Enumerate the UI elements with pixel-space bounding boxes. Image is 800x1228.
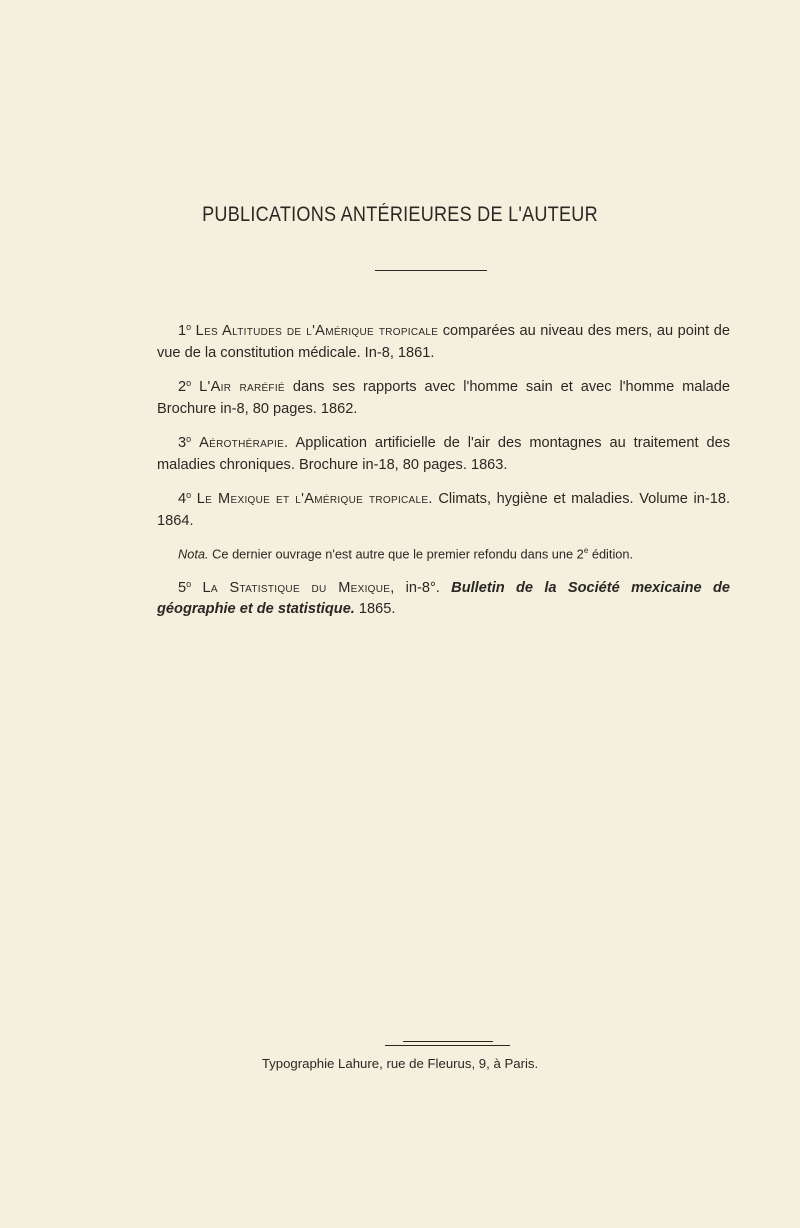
nota-note	[157, 540, 730, 565]
entry-title: L'Air raréfié	[199, 379, 285, 395]
footer-rule	[403, 1041, 493, 1042]
nota-sup: e	[583, 546, 589, 555]
publication-entry-3	[157, 429, 730, 476]
entry-text: Application artificielle de l'air des montagnes au traitement des maladies chroniques. Brochure in-18, 80 pages. 1863.	[157, 435, 730, 473]
nota-label: Nota.	[178, 546, 209, 562]
publication-entry-2	[157, 373, 730, 420]
publication-entry-5	[157, 574, 730, 621]
title-rule	[375, 270, 487, 271]
entry-year: 1865.	[354, 601, 396, 618]
nota-tail: édition.	[588, 546, 634, 562]
entry-journal: Bulletin de la Société mexicaine de géographie et de statistique.	[157, 579, 731, 618]
entry-number: 5$^o$	[178, 578, 192, 596]
entry-number: 4$^o$	[178, 490, 192, 507]
entry-title: La Statistique du Mexique	[202, 579, 391, 596]
entry-text: , in-8°.	[390, 579, 452, 596]
entry-text: Climats, hygiène et maladies. Volume in-18. 1864.	[157, 491, 730, 529]
entry-title: Le Mexique et l'Amérique tropicale.	[196, 491, 433, 507]
entry-text: dans ses rapports avec l'homme sain et avec l'homme malade Brochure in-8, 80 pages. 1862.	[157, 379, 730, 417]
nota-text: Ce dernier ouvrage n'est autre que le premier refondu dans une 2	[208, 546, 584, 562]
entry-title: Aérothérapie.	[199, 435, 289, 451]
publications-list	[157, 317, 730, 630]
entry-number: 3$^o$	[178, 434, 192, 451]
entry-number: 2$^o$	[178, 378, 192, 395]
footer-rule	[385, 1045, 510, 1046]
printer-imprint: Typographie Lahure, rue de Fleurus, 9, à Paris.	[261, 1056, 539, 1071]
entry-text: comparées au niveau des mers, au point de vue de la constitution médicale. In-8, 1861.	[157, 323, 730, 361]
publication-entry-4	[157, 485, 730, 532]
entry-number: 1$^o$	[178, 322, 192, 339]
publication-entry-1	[157, 317, 730, 364]
entry-title: Les Altitudes de l'Amérique tropicale	[195, 323, 439, 339]
page-title: PUBLICATIONS ANTÉRIEURES DE L'AUTEUR	[202, 203, 598, 226]
